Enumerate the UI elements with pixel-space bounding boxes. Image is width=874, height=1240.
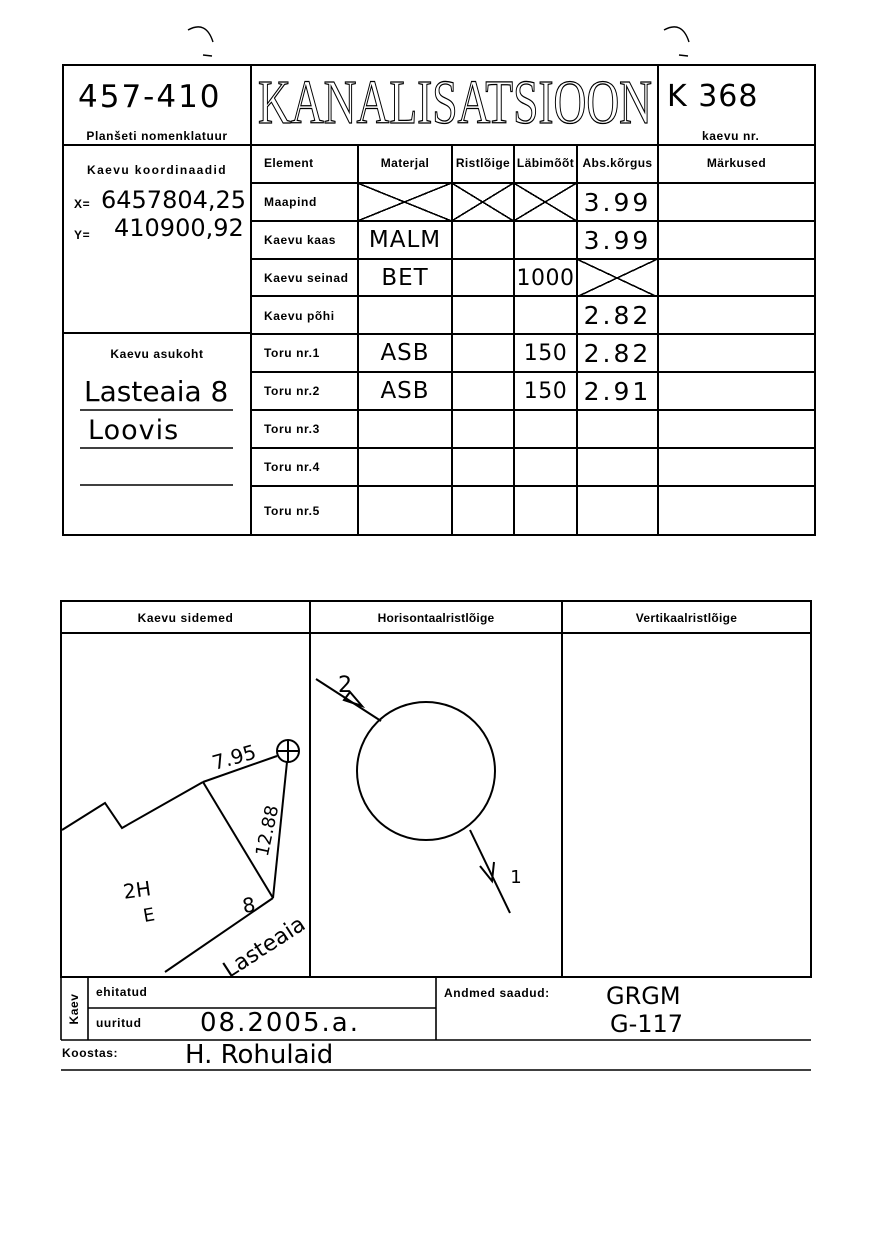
well-element-table <box>251 145 815 535</box>
abs-elevation-cell <box>577 448 658 486</box>
column-header-material: Materjal <box>380 156 430 170</box>
surveyed-date: 08.2005.a. <box>200 1008 360 1038</box>
punch-marks <box>188 27 689 56</box>
punch-mark-left-tick <box>203 55 212 56</box>
sheet-number: 457-410 <box>78 79 222 115</box>
material-cell-not-applicable <box>358 183 452 221</box>
surveyed-label: uuritud <box>96 1016 142 1030</box>
building-floors-label: 2H <box>121 876 153 904</box>
location-line: Loovis <box>88 415 180 446</box>
data-source-label: Andmed saadud: <box>444 986 550 1000</box>
diameter-cell-not-applicable <box>514 183 577 221</box>
building-outline <box>62 782 203 830</box>
material-cell: ASB <box>380 378 430 404</box>
element-cell: Toru nr.3 <box>264 422 320 436</box>
x-coordinate-value: 6457804,25 <box>101 186 247 214</box>
well-side-label: Kaev <box>67 993 81 1025</box>
material-cell: ASB <box>380 340 430 366</box>
abs-elevation-cell: 2.91 <box>583 376 652 406</box>
element-cell: Kaevu põhi <box>264 308 335 323</box>
building-type-label: E <box>141 904 157 927</box>
notes-cell <box>658 486 815 535</box>
outlet-pipe-line <box>470 830 510 913</box>
material-cell <box>358 410 452 448</box>
abs-elevation-cell <box>577 486 658 535</box>
document-title <box>251 65 658 145</box>
notes-cell <box>658 448 815 486</box>
horizontal-section-title: Horisontaalristlõige <box>377 611 495 625</box>
distance-corner-label: 7.95 <box>209 739 259 775</box>
material-cell: MALM <box>368 227 442 253</box>
diameter-cell: 150 <box>523 378 568 404</box>
notes-cell <box>658 372 815 410</box>
abs-elevation-cell: 3.99 <box>583 225 652 255</box>
vertical-section-title: Vertikaalristlõige <box>635 611 738 625</box>
document-title-text: KANALISATSIOON <box>258 69 652 137</box>
cross-section-cell <box>452 221 514 259</box>
sheet-number-label: Planšeti nomenklatuur <box>86 129 228 143</box>
y-coordinate-value: 410900,92 <box>114 214 244 242</box>
abs-elevation-cell: 2.82 <box>583 338 652 368</box>
diameter-cell: 150 <box>523 340 568 366</box>
material-cell <box>358 448 452 486</box>
data-source-line: G-117 <box>610 1010 684 1038</box>
abs-elevation-cell-not-applicable <box>577 259 658 297</box>
abs-elevation-cell: 2.82 <box>583 301 652 330</box>
diameter-cell <box>514 448 577 486</box>
element-cell: Kaevu kaas <box>264 233 337 247</box>
punch-mark-right <box>664 27 689 42</box>
abs-elevation-cell <box>577 410 658 448</box>
cross-section-cell <box>452 259 514 297</box>
location-label: Kaevu asukoht <box>110 347 204 361</box>
diameter-cell <box>514 297 577 334</box>
notes-cell <box>658 297 815 334</box>
column-header-abs-elevation: Abs.kõrgus <box>582 156 653 170</box>
cross-section-cell <box>452 410 514 448</box>
diameter-cell: 1000 <box>516 265 575 291</box>
cross-section-cell <box>452 334 514 372</box>
footer-grid <box>61 977 811 1070</box>
diameter-cell <box>514 221 577 259</box>
cross-section-cell <box>452 486 514 535</box>
location-line: Lasteaia 8 <box>84 375 229 408</box>
abs-elevation-cell: 3.99 <box>583 187 652 217</box>
element-cell: Toru nr.4 <box>264 460 320 474</box>
manhole-cross-icon <box>277 740 299 762</box>
notes-cell <box>658 259 815 297</box>
x-coordinate-label: X= <box>74 197 91 211</box>
element-cell: Toru nr.5 <box>264 503 320 518</box>
distance-wall-label: 12.88 <box>251 803 284 859</box>
material-cell: BET <box>381 265 429 291</box>
sketch-panels-grid <box>61 601 811 977</box>
column-header-notes: Märkused <box>706 156 767 170</box>
material-cell <box>358 486 452 535</box>
ties-sketch <box>62 740 310 984</box>
column-header-diameter: Läbimõõt <box>516 156 575 170</box>
house-number-label: 8 <box>240 892 258 919</box>
element-cell: Kaevu seinad <box>264 271 349 285</box>
notes-cell <box>658 410 815 448</box>
cross-section-cell <box>452 297 514 334</box>
coordinates-label: Kaevu koordinaadid <box>87 163 227 177</box>
built-label: ehitatud <box>96 985 148 999</box>
notes-cell <box>658 334 815 372</box>
punch-mark-right-tick <box>679 55 688 56</box>
punch-mark-left <box>188 27 213 42</box>
column-header-element: Element <box>264 156 314 170</box>
notes-cell <box>658 183 815 221</box>
material-cell <box>358 297 452 334</box>
compiled-by-label: Koostas: <box>62 1046 119 1060</box>
outlet-pipe-number: 1 <box>510 867 522 888</box>
y-coordinate-label: Y= <box>74 228 91 242</box>
compiled-by-name: H. Rohulaid <box>185 1040 334 1070</box>
notes-cell <box>658 221 815 259</box>
horizontal-section-sketch <box>316 673 522 913</box>
cross-section-cell <box>452 448 514 486</box>
element-cell: Toru nr.1 <box>264 346 320 360</box>
column-header-cross-section: Ristlõige <box>455 156 511 170</box>
data-source-line: GRGM <box>606 982 681 1010</box>
element-cell: Maapind <box>264 195 317 209</box>
well-number-label: kaevu nr. <box>702 129 760 143</box>
diameter-cell <box>514 486 577 535</box>
manhole-outline <box>357 702 495 840</box>
diameter-cell <box>514 410 577 448</box>
element-cell: Toru nr.2 <box>264 384 320 398</box>
ties-panel-title: Kaevu sidemed <box>137 611 234 625</box>
well-number: K 368 <box>667 79 759 114</box>
inlet-pipe-number: 2 <box>338 673 352 698</box>
cross-section-cell-not-applicable <box>452 183 514 221</box>
street-name-label: Lasteaia <box>218 911 311 984</box>
cross-section-cell <box>452 372 514 410</box>
